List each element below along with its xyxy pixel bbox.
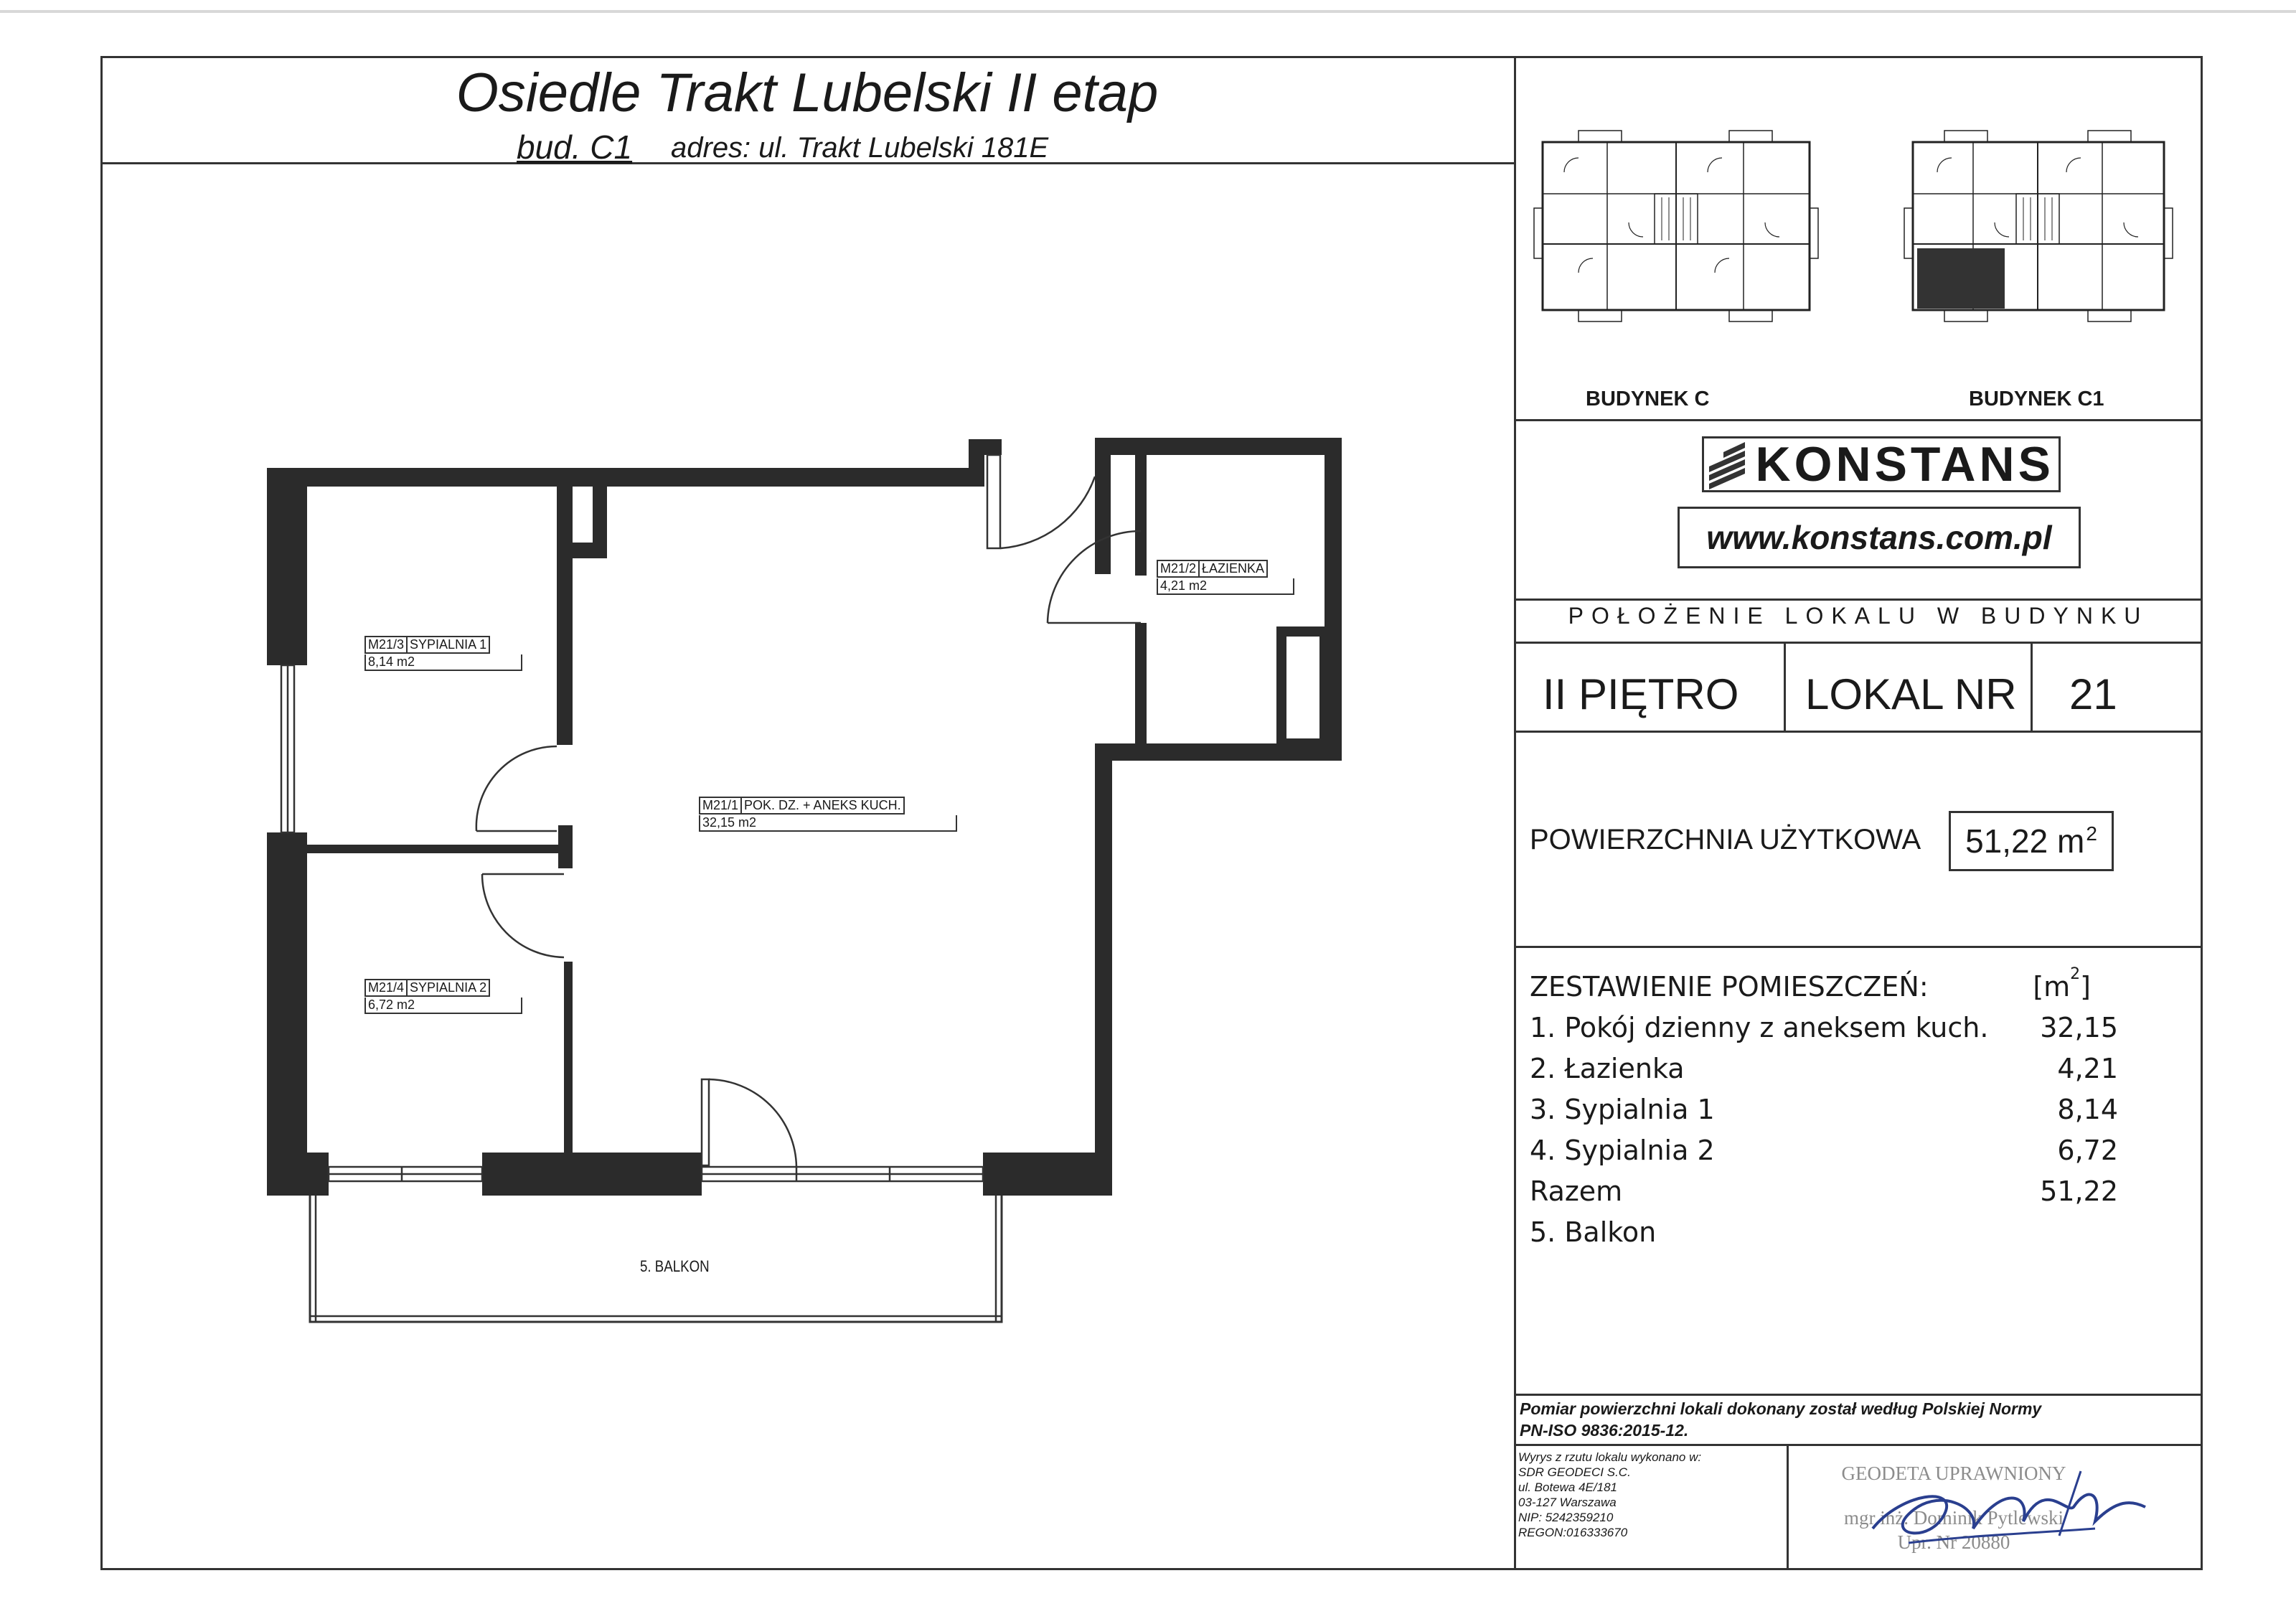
wall-top	[267, 468, 983, 487]
signature-icon	[1858, 1464, 2174, 1557]
room-area-bed1: 8,14 m2	[364, 654, 522, 671]
room-tag-bed1: M21/3 SYPIALNIA 1	[364, 636, 490, 654]
room-area-living: 32,15 m2	[699, 815, 957, 832]
rooms-table	[1530, 966, 2118, 1252]
building-code: bud. C1	[517, 128, 633, 166]
unit-label: LOKAL NR	[1805, 670, 2017, 718]
divider	[1514, 1394, 2203, 1396]
divider	[1514, 419, 2203, 421]
wall-bottom-mid	[482, 1153, 702, 1196]
key-plan-label-c1: BUDYNEK C1	[1969, 388, 2104, 410]
floor-value: II PIĘTRO	[1543, 670, 1739, 718]
divider	[1514, 599, 2203, 601]
cell-divider	[1784, 642, 1786, 732]
address: adres: ul. Trakt Lubelski 181E	[671, 132, 1049, 164]
divider	[1514, 642, 2203, 644]
key-plans	[1514, 115, 2203, 344]
cell-divider	[2031, 642, 2033, 732]
author-info: Wyrys z rzutu lokalu wykonano w: SDR GEODECI S.C. ul. Botewa 4E/181 03-127 Warszawa NIP: 5242359210 REGON:016333670	[1518, 1450, 1702, 1539]
wall-left-lower	[267, 832, 307, 1195]
divider	[1514, 1444, 2203, 1446]
location-heading: POŁOŻENIE LOKALU W BUDYNKU	[1568, 603, 2149, 629]
room-tag-living: M21/1 POK. DZ. + ANEKS KUCH.	[699, 797, 905, 815]
room-tag-bath: M21/2 ŁAZIENKA	[1157, 560, 1268, 578]
highlighted-unit	[1917, 248, 2005, 309]
key-plan-building-c	[1534, 131, 1818, 321]
table-row: Razem 51,22	[1530, 1175, 2118, 1207]
divider	[1514, 946, 2203, 948]
key-plan-label-c: BUDYNEK C	[1586, 388, 1710, 410]
wall-bath-top	[1095, 438, 1342, 455]
wall-bath-inner	[1135, 455, 1147, 576]
brand-name: KONSTANS	[1702, 436, 2061, 492]
wall-bedrooms	[307, 845, 573, 853]
rooms-table-header: ZESTAWIENIE POMIESZCZEŃ: $[m^2]$	[1530, 964, 2091, 1003]
entrance-door	[987, 455, 1000, 548]
room-tag-bed2: M21/4 SYPIALNIA 2	[364, 979, 490, 997]
website-link[interactable]: www.konstans.com.pl	[1678, 507, 2081, 568]
room-area-bed2: 6,72 m2	[364, 998, 522, 1014]
wall-partition-2	[564, 962, 573, 1155]
wall-right	[1095, 743, 1112, 1196]
table-row: 1. Pokój dzienny z aneksem kuch. 32,15	[1530, 1011, 2118, 1043]
surveyor-stamp: GEODETA UPRAWNIONY mgr inż. Dominik Pytlewski Upr. Nr 20880	[1841, 1463, 2066, 1553]
usable-area-value: 51,22 m $^2$	[1949, 811, 2114, 871]
wall-partition-1	[557, 485, 573, 745]
table-row: 3. Sypialnia 1 8,14	[1530, 1093, 2118, 1125]
table-row: 2. Łazienka 4,21	[1530, 1052, 2118, 1084]
divider	[1514, 731, 2203, 733]
entrance-door-swing	[1000, 477, 1095, 548]
room-area-bath: 4,21 m2	[1157, 578, 1294, 595]
cell-divider	[1787, 1445, 1789, 1570]
balcony-door-swing	[709, 1079, 796, 1167]
table-row: 5. Balkon	[1530, 1216, 1657, 1248]
usable-area-label: POWIERZCHNIA UŻYTKOWA	[1530, 824, 1921, 855]
norm-note: Pomiar powierzchni lokali dokonany został według Polskiej Normy PN-ISO 9836:2015-12.	[1520, 1399, 2042, 1440]
table-row: 4. Sypialnia 2 6,72	[1530, 1134, 2118, 1166]
wall-bottom-right	[983, 1153, 1112, 1196]
wall-bottom-left	[267, 1153, 329, 1196]
unit-number: 21	[2069, 670, 2117, 718]
balcony-label: 5. BALKON	[640, 1257, 710, 1275]
project-title: Osiedle Trakt Lubelski II etap	[456, 62, 1159, 123]
wall-left-upper	[267, 468, 307, 665]
